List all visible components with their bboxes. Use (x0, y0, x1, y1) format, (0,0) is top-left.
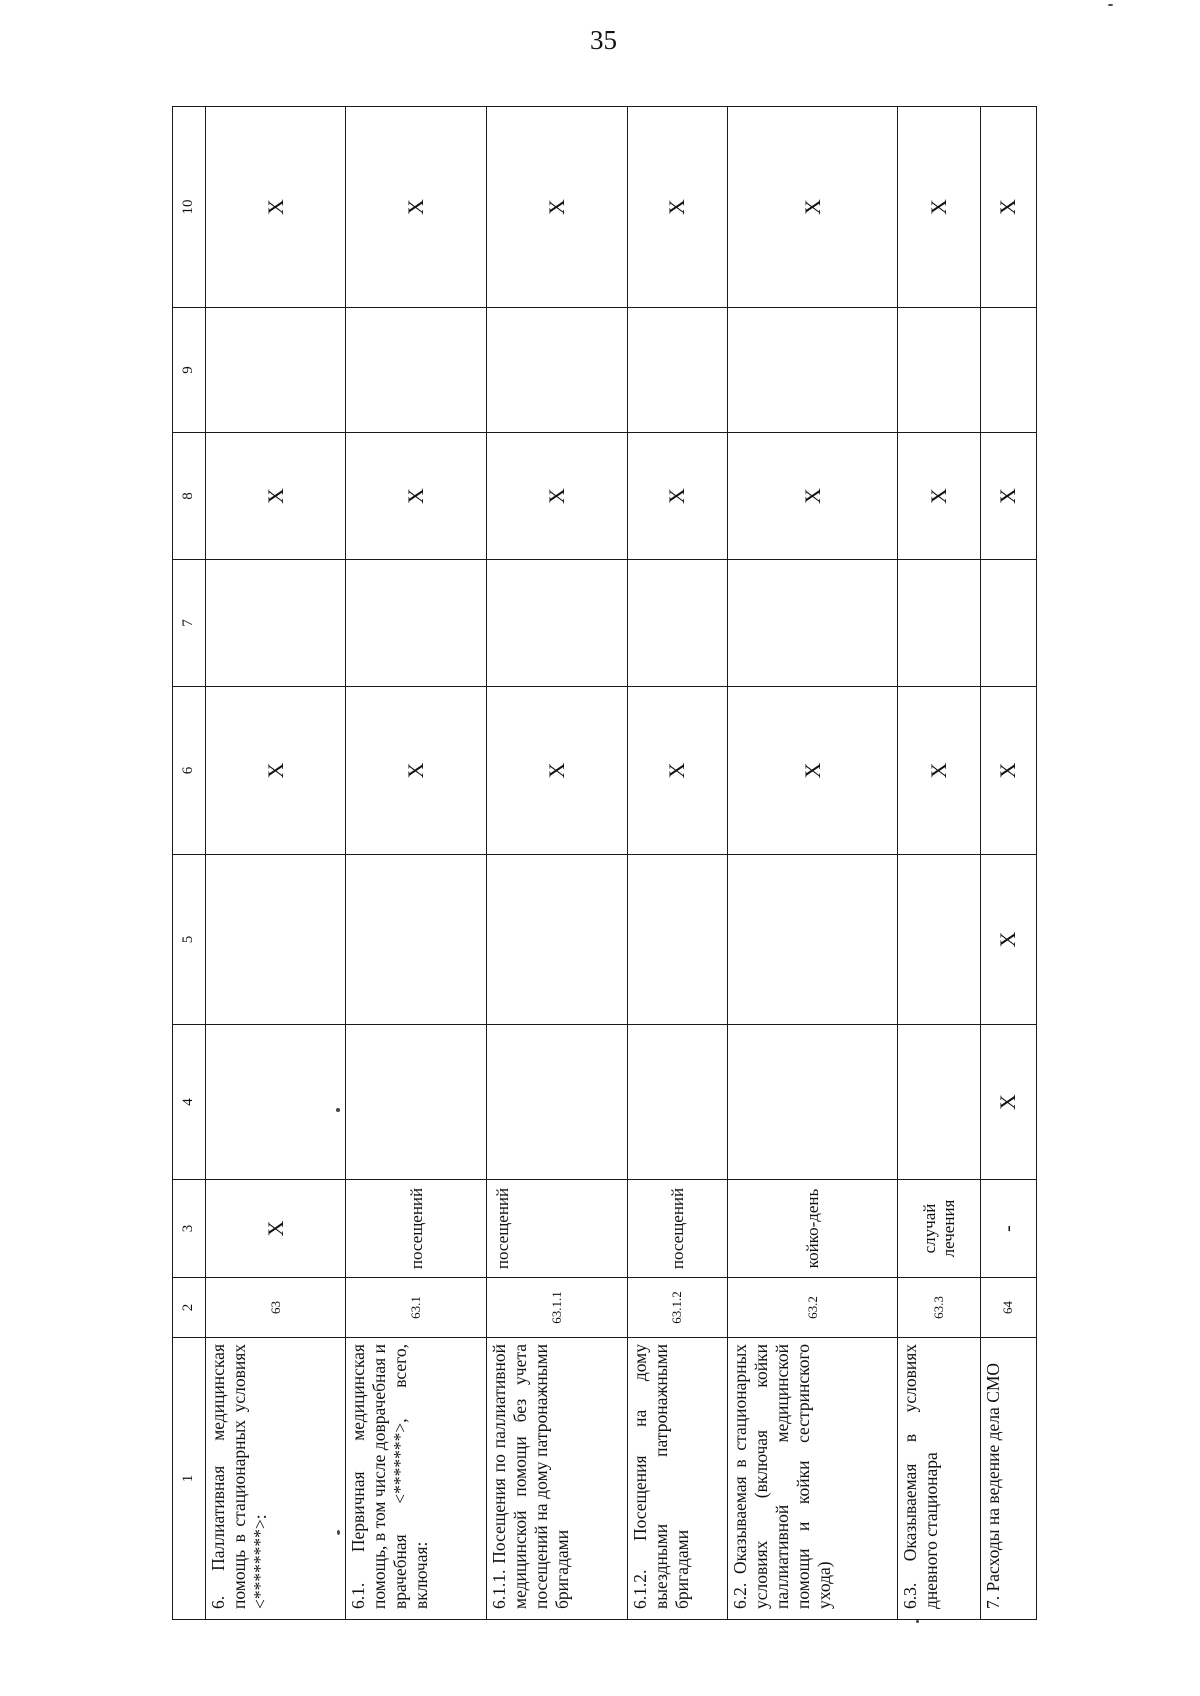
cell-col6: X (486, 687, 627, 855)
scan-speck (336, 1108, 340, 1112)
row-name: 6.1. Первичная медицинская помощь, в том числе доврачебная и врачебная <*******>, всего, включая: (346, 1338, 487, 1620)
row-unit: койко-день (728, 1180, 898, 1278)
page-number: 35 (590, 25, 617, 55)
cell-col5 (346, 855, 487, 1025)
cell-col9 (346, 308, 487, 433)
column-header: 4 (173, 1025, 206, 1180)
cell-col10: X (980, 107, 1036, 308)
column-header: 1 (173, 1338, 206, 1620)
cell-col7 (627, 560, 728, 687)
cell-col10: X (205, 107, 346, 308)
scan-speck (1108, 4, 1113, 6)
cell-col4 (898, 1025, 980, 1180)
row-unit: - (980, 1180, 1036, 1278)
table-row (728, 107, 898, 1620)
cell-col6: X (627, 687, 728, 855)
cell-col7 (728, 560, 898, 687)
table-row (627, 107, 728, 1620)
cell-col5: X (980, 855, 1036, 1025)
row-code: 63 (205, 1278, 346, 1338)
cell-col4 (486, 1025, 627, 1180)
cell-col9 (980, 308, 1036, 433)
table-row (346, 107, 487, 1620)
row-code: 63.1 (346, 1278, 487, 1338)
cell-col9 (898, 308, 980, 433)
cell-col7 (980, 560, 1036, 687)
row-name: 6.1.1. Посещения по паллиативной медицинской помощи без учета посещений на дому патронажными бригадами (486, 1338, 627, 1620)
row-name: 6.1.2. Посещения на дому выездными патронажными бригадами (627, 1338, 728, 1620)
column-header: 9 (173, 308, 206, 433)
cell-col8: X (627, 433, 728, 560)
cell-col6: X (728, 687, 898, 855)
cell-col4: X (980, 1025, 1036, 1180)
cell-col4 (728, 1025, 898, 1180)
row-name: 6. Паллиативная медицинская помощь в стационарных условиях <********>: (205, 1338, 346, 1620)
cell-col8: X (346, 433, 487, 560)
column-header: 6 (173, 687, 206, 855)
cell-col10: X (627, 107, 728, 308)
cell-col4 (627, 1025, 728, 1180)
column-header: 5 (173, 855, 206, 1025)
cell-col7 (346, 560, 487, 687)
cell-col10: X (346, 107, 487, 308)
row-code: 63.2 (728, 1278, 898, 1338)
row-code: 63.1.2 (627, 1278, 728, 1338)
data-table (172, 106, 1037, 1620)
table-row (980, 107, 1036, 1620)
column-header: 3 (173, 1180, 206, 1278)
cell-col4 (205, 1025, 346, 1180)
row-code: 63.1.1 (486, 1278, 627, 1338)
cell-col5 (728, 855, 898, 1025)
column-header: 7 (173, 560, 206, 687)
row-name: 6.3. Оказываемая в условиях дневного стационара (898, 1338, 980, 1620)
cell-col4 (346, 1025, 487, 1180)
cell-col10: X (898, 107, 980, 308)
header-row (173, 107, 206, 1620)
row-name: 7. Расходы на ведение дела СМО (980, 1338, 1036, 1620)
table-row (898, 107, 980, 1620)
cell-col5 (486, 855, 627, 1025)
row-code: 63.3 (898, 1278, 980, 1338)
column-header: 8 (173, 433, 206, 560)
cell-col7 (205, 560, 346, 687)
row-unit: посещений (486, 1180, 627, 1278)
cell-col5 (898, 855, 980, 1025)
cell-col8: X (980, 433, 1036, 560)
cell-col8: X (728, 433, 898, 560)
cell-col6: X (346, 687, 487, 855)
cell-col6: X (898, 687, 980, 855)
cell-col6: X (980, 687, 1036, 855)
cell-col8: X (486, 433, 627, 560)
scan-speck (337, 1530, 340, 1535)
scan-speck (916, 1620, 919, 1623)
table-row (205, 107, 346, 1620)
cell-col9 (205, 308, 346, 433)
row-unit: посещений (627, 1180, 728, 1278)
column-header: 10 (173, 107, 206, 308)
cell-col8: X (898, 433, 980, 560)
row-unit: X (205, 1180, 346, 1278)
data-table-container (172, 107, 1037, 1620)
row-code: 64 (980, 1278, 1036, 1338)
cell-col10: X (486, 107, 627, 308)
cell-col9 (627, 308, 728, 433)
cell-col6: X (205, 687, 346, 855)
cell-col8: X (205, 433, 346, 560)
cell-col5 (205, 855, 346, 1025)
row-unit: посещений (346, 1180, 487, 1278)
row-unit: случай лечения (898, 1180, 980, 1278)
cell-col9 (486, 308, 627, 433)
cell-col7 (898, 560, 980, 687)
cell-col9 (728, 308, 898, 433)
column-header: 2 (173, 1278, 206, 1338)
table-row (486, 107, 627, 1620)
cell-col7 (486, 560, 627, 687)
cell-col10: X (728, 107, 898, 308)
cell-col5 (627, 855, 728, 1025)
row-name: 6.2. Оказываемая в стационарных условиях (включая койки паллиативной медицинской помощи и койки сестринского ухода) (728, 1338, 898, 1620)
